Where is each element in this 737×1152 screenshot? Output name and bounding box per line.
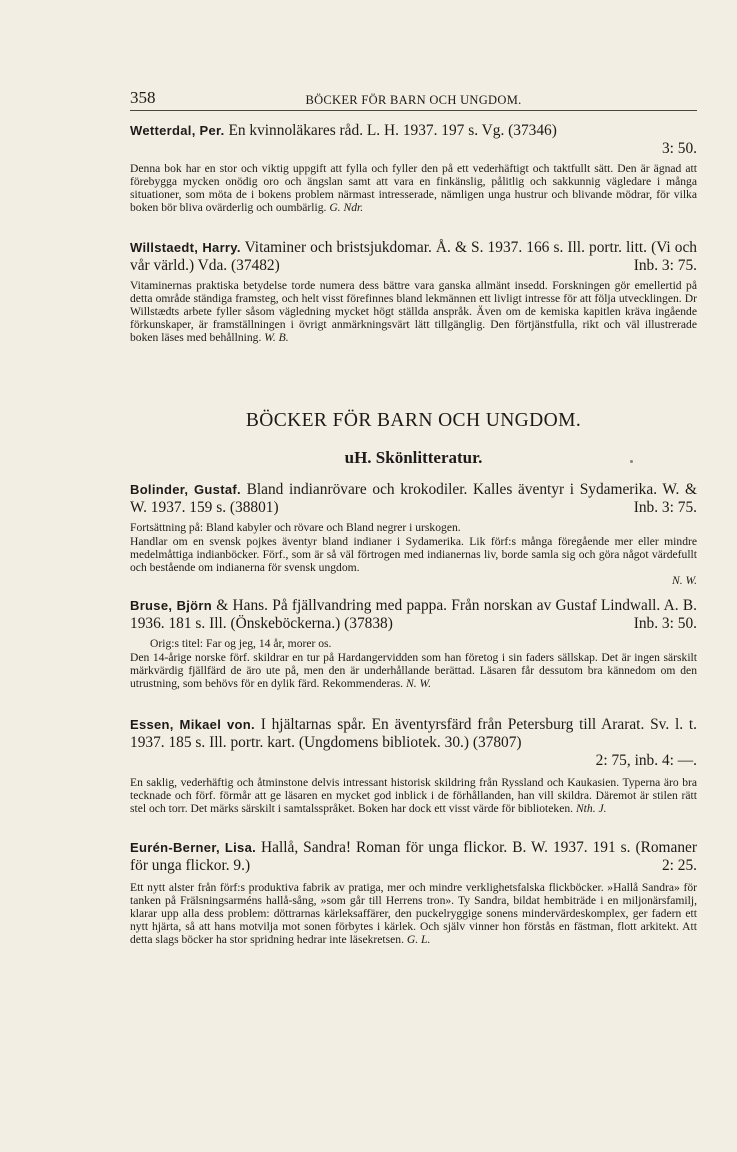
entry-signature: W. B. [264, 331, 289, 344]
entry-author: Eurén-Berner, Lisa. [130, 840, 257, 855]
page-header [130, 86, 697, 111]
entry-review [130, 651, 697, 690]
book-entry-bolinder [130, 481, 697, 587]
entry-citation-text: I hjältarnas spår. En äventyrsfärd från Petersburg till Ararat. Sv. l. t. 1937. 185 s. Ill. portr. kart. (Ungdomens bibliotek. 30.) (37807) [130, 716, 697, 751]
entry-citation-text: Bland indianrövare och krokodiler. Kalles äventyr i Sydamerika. W. & W. 1937. 159 s. (38801) [130, 481, 697, 516]
entry-author: Willstaedt, Harry. [130, 240, 241, 255]
entry-signature: N. W. [671, 574, 697, 587]
entry-author-suffix: & Hans. [216, 597, 269, 614]
entry-review [130, 279, 697, 344]
entry-signature: G. Ndr. [329, 201, 364, 214]
book-entry-essen [130, 716, 697, 815]
entry-citation [130, 716, 697, 770]
entry-review-text: En saklig, vederhäftig och åtminstone delvis intressant historisk skildring från Ryssland och Kaukasien. Typerna äro bra tecknade och förf. förmår att ge läsaren en mycket god inblick i de förhållanden, han vill skildra. Däremot är stilen rätt stel och torr. Det märks särskilt i samtalsspråket. Boken har dock ett visst värde för biblioteken. [130, 776, 697, 815]
entry-review-text: Den 14-årige norske förf. skildrar en tur på Hardangervidden som han företog i sin faders sällskap. Det är ingen särskilt märkvärdig fjällfärd de äro ute på, men den är underhållande berättad. Läsaren får dessutom bra kännedom om den utrustning, som behövs för en dylik färd. Rekommenderas. [130, 651, 697, 690]
entry-price: Inb. 3: 75. [633, 257, 697, 274]
entry-signature: Nth. J. [575, 802, 607, 815]
entry-price: Inb. 3: 75. [633, 499, 697, 516]
entry-review-text: Denna bok har en stor och viktig uppgift att fylla och fyller den på ett vederhäftigt och taktfullt sätt. Den är ägnad att förebygga mycken onödig oro och ängslan samt att vara en finkänslig, pålitlig och sakkunnig vägledare i många situationer, som möta de i bokens problem närmast intresserade, nämligen unga hustrur och blivande mödrar, för vilka boken bör bliva ovärderlig och oumbärlig. [130, 162, 697, 214]
entry-citation-text: Vitaminer och bristsjukdomar. Å. & S. 1937. 166 s. Ill. portr. litt. (Vi och vår värld.) Vda. (37482) [130, 239, 697, 274]
running-head: BÖCKER FÖR BARN OCH UNGDOM. [305, 93, 522, 107]
subsection-title: uH. Skönlitteratur. [344, 448, 483, 467]
entry-review-text: Vitaminernas praktiska betydelse torde numera dess bättre vara ganska allmänt insedd. Forskningen gör emellertid på detta område ständiga framsteg, och helt visst förefinnes bland lekmännen ett livligt intresse för att följa utvecklingen. Dr Willstædts arbete fyller såsom vägledning mycket högt ställda anspråk. Även om de kemiska kapitlen kräva ingående förkunskaper, är framställningen i övrigt anmärkningsvärt lätt tillgänglig. Den förtjänstfulla, rikt och väl illustrerade boken läses med behållning. [130, 279, 697, 344]
book-entry-euren-berner [130, 839, 697, 946]
entry-author: Bruse, Björn [130, 598, 213, 613]
entry-citation [130, 839, 697, 875]
entry-citation-text: En kvinnoläkares råd. L. H. 1937. 197 s. Vg. (37346) [228, 122, 557, 139]
entry-author: Wetterdal, Per. [130, 123, 225, 138]
entry-review [130, 776, 697, 815]
entry-price: Inb. 3: 50. [633, 615, 697, 632]
entry-citation [130, 481, 697, 517]
section-title: BÖCKER FÖR BARN OCH UNGDOM. [245, 410, 582, 431]
entry-review-text: Ett nytt alster från förf:s produktiva fabrik av pratiga, mer och mindre verklighetsfalska flickböcker. »Hallå Sandra» för tanken på Frälsningsarméns hallå-sång, »som går till Herrens tron». Ty Sandra, bildat hembiträde i en miljonärsfamilj, klarar upp alla dess problem: döttrarnas kärleksaffärer, den puckelryggige sonens mindervärdeskomplex, ger fadern ett nytt hjärta, så att hans motvilja mot sonen förbytes i kärlek. Och själv vinner hon förstås en fästman, flott arkitekt. Att detta slags böcker ha stor spridning hedrar inte läsekretsen. [130, 881, 697, 946]
entry-citation-text: Hallå, Sandra! Roman för unga flickor. B. W. 1937. 191 s. (Romaner för unga flickor. 9.) [130, 839, 697, 874]
book-entry-bruse [130, 597, 697, 690]
entry-signature: N. W. [405, 677, 431, 690]
entry-price: 2: 75, inb. 4: —. [595, 752, 697, 769]
entry-author: Bolinder, Gustaf. [130, 482, 241, 497]
entry-citation [130, 239, 697, 275]
entry-citation [130, 597, 697, 633]
entry-review [130, 162, 697, 214]
entry-price: 3: 50. [661, 140, 697, 157]
entry-note: Orig:s titel: Far og jeg, 14 år, morer os. [150, 637, 332, 650]
book-entry-wetterdal [130, 122, 697, 214]
entry-citation-text: På fjällvandring med pappa. Från norskan av Gustaf Lindwall. A. B. 1936. 181 s. Ill. (Önskeböckerna.) (37838) [130, 597, 697, 632]
entry-review [130, 881, 697, 946]
entry-price: 2: 25. [661, 857, 697, 874]
entry-citation [130, 122, 697, 158]
entry-review [130, 535, 697, 587]
book-entry-willstaedt [130, 239, 697, 344]
entry-author: Essen, Mikael von. [130, 717, 255, 732]
page-number: 358 [130, 88, 156, 107]
entry-signature: G. L. [406, 933, 431, 946]
entry-review-text: Handlar om en svensk pojkes äventyr bland indianer i Sydamerika. Lik förf:s många föregående mer eller mindre medelmåttiga indianböcker. Förf., som är så väl förtrogen med indianernas liv, borde samla sig och göra något värdefullt och bestående om indianerna för svensk ungdom. [130, 535, 697, 574]
print-speck [630, 460, 633, 463]
entry-note: Fortsättning på: Bland kabyler och rövare och Bland negrer i urskogen. [130, 521, 461, 534]
